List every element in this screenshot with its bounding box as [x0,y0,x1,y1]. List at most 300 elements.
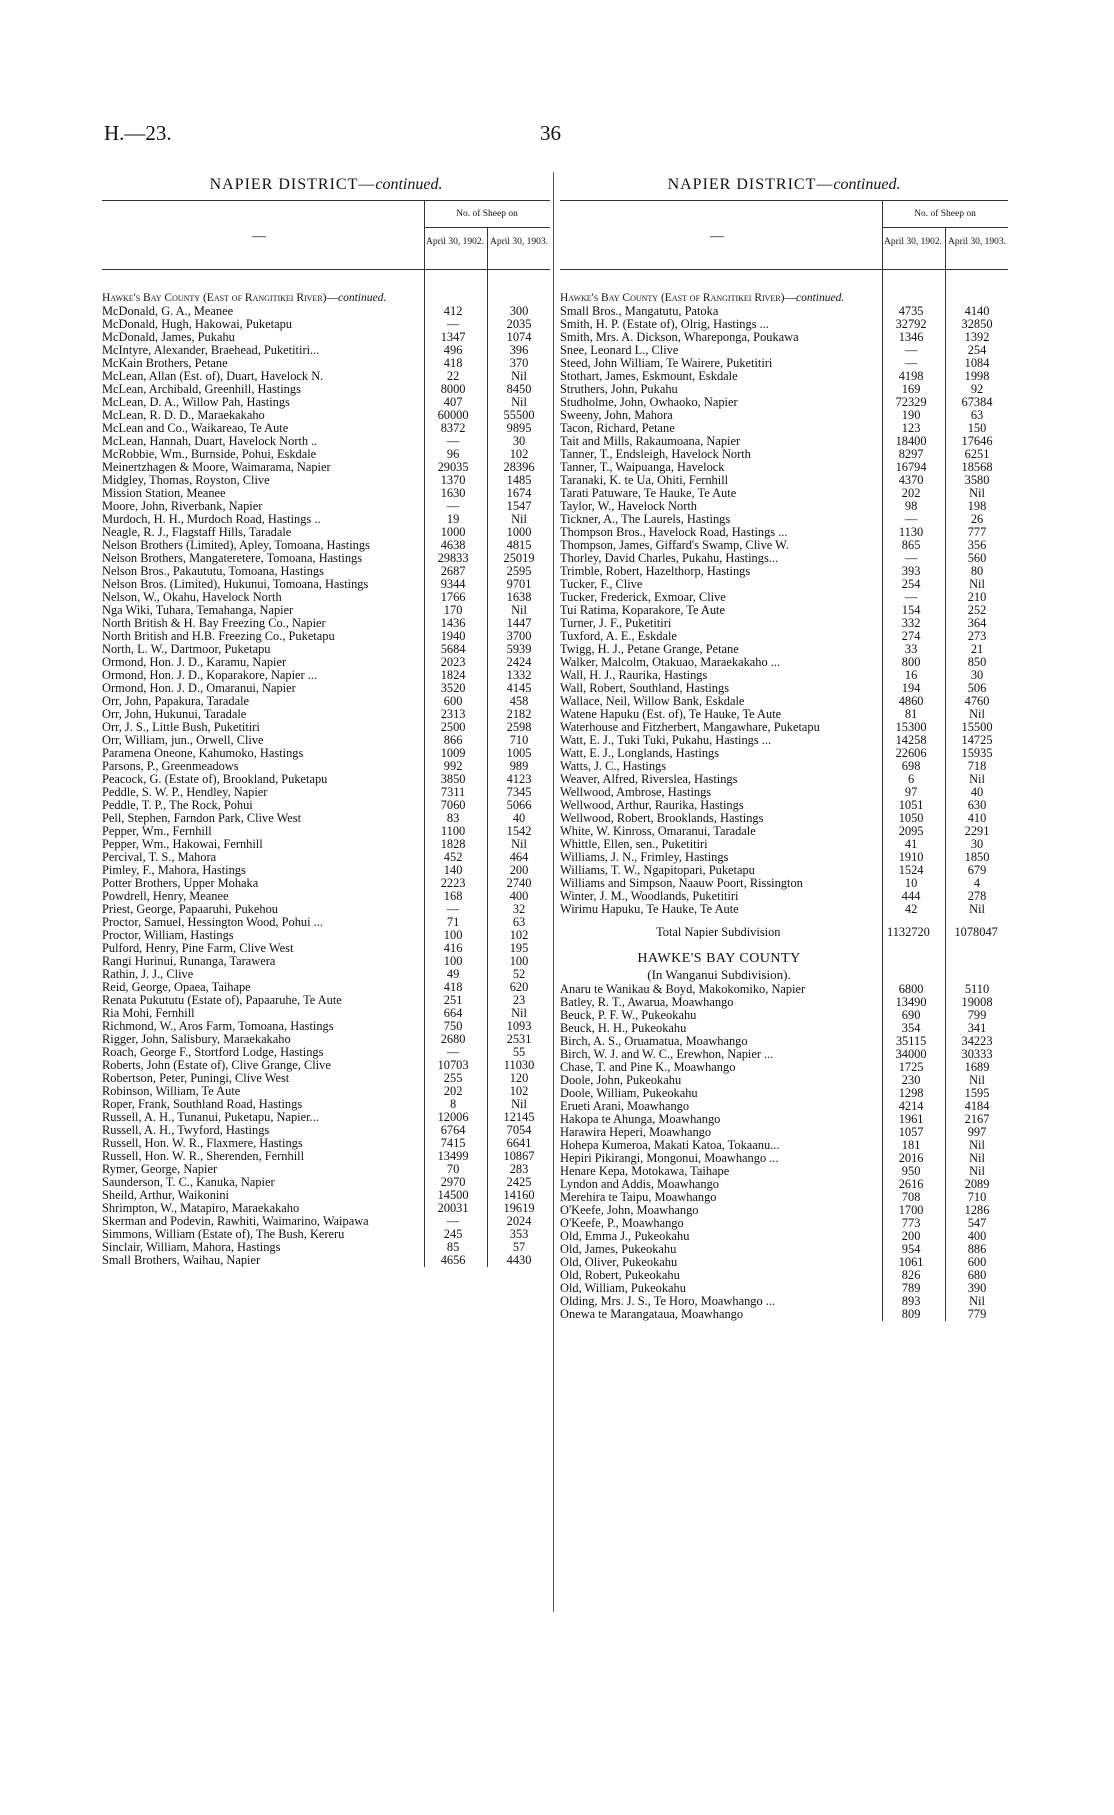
sheep-1903: 57 [512,1240,526,1254]
sheep-1902: 393 [901,564,921,578]
owner-name: Harawira Heperi, Moawhango [560,1126,712,1139]
sheep-1903: 364 [967,616,987,630]
owner-name: Mission Station, Meanee [102,487,226,500]
sheep-1903: Nil [969,1073,985,1087]
sheep-1902: 1050 [898,811,924,825]
sheep-1903: 2024 [506,1214,532,1228]
owner-name: Beuck, P. F. W., Pukeokahu [560,1009,697,1022]
table-row [102,305,550,318]
sheep-1903: 989 [509,759,529,773]
table-row [560,422,1008,435]
sheep-1903: 102 [509,928,529,942]
sheep-1903: 779 [967,1307,987,1321]
owner-name: Tanner, T., Endsleigh, Havelock North [560,448,751,461]
sheep-1902: 19 [446,512,460,526]
sheep-1903: Nil [969,707,985,721]
table-row [560,474,1008,487]
owner-name: Orr, John, Hukunui, Taradale [102,708,247,721]
sheep-1903: 17646 [961,434,993,448]
sheep-1903: Nil [969,1138,985,1152]
sheep-1903: 2740 [506,876,532,890]
owner-name: McIntyre, Alexander, Braehead, Puketitiri... [102,344,320,357]
sheep-1903: 5066 [506,798,532,812]
owner-name: Pulford, Henry, Pine Farm, Clive West [102,942,294,955]
owner-name: Thompson, James, Giffard's Swamp, Clive W. [560,539,789,552]
sheep-1903: Nil [511,1006,527,1020]
owner-name: Hepiri Pikirangi, Mongonui, Moawhango ... [560,1152,779,1165]
sheep-1902: 4860 [898,694,924,708]
table-row [102,448,550,461]
owner-name: Nelson Bros. (Limited), Hukunui, Tomoana, Hastings [102,578,369,591]
sheep-1903: 850 [967,655,987,669]
sheep-1902: 70 [446,1162,460,1176]
table-row [102,981,550,994]
table-row [102,318,550,331]
sheep-1903: 400 [509,889,529,903]
sheep-1902: 1051 [898,798,924,812]
sheep-1903: 2089 [964,1177,990,1191]
sheep-1902: 20031 [437,1201,469,1215]
table-row [560,1009,1008,1022]
sheep-1903: 680 [967,1268,987,1282]
sheep-1902: 866 [443,733,463,747]
owner-name: Pell, Stephen, Farndon Park, Clive West [102,812,302,825]
owner-name: Hakopa te Ahunga, Moawhango [560,1113,721,1126]
table-row [102,409,550,422]
owner-name: Tucker, Frederick, Exmoar, Clive [560,591,726,604]
sheep-1903: 63 [512,915,526,929]
sheep-1903: Nil [969,1294,985,1308]
owner-name: Stothart, James, Eskmount, Eskdale [560,370,738,383]
sheep-1902: 42 [904,902,918,916]
sheep-1903: Nil [511,603,527,617]
sheep-1902: 16794 [895,460,927,474]
table-row [102,1059,550,1072]
owner-name: Ormond, Hon. J. D., Karamu, Napier [102,656,287,669]
sheep-1902: 14500 [437,1188,469,1202]
owner-name: Shrimpton, W., Matapiro, Maraekakaho [102,1202,300,1215]
table-row [560,578,1008,591]
table-row [102,1124,550,1137]
table-row [560,513,1008,526]
sheep-1903: 1674 [506,486,532,500]
table-row [560,1256,1008,1269]
sheep-1902: 4198 [898,369,924,383]
column-divider [553,172,554,1612]
table-row [560,864,1008,877]
owner-name: Peddle, T. P., The Rock, Pohui [102,799,253,812]
sheep-1903: 1332 [506,668,532,682]
sheep-1903: 390 [967,1281,987,1295]
sheep-1902: 33 [904,642,918,656]
table-row [560,604,1008,617]
sheep-1903: 1392 [964,330,990,344]
sheep-1903: 547 [967,1216,987,1230]
table-row [560,1139,1008,1152]
header-sheep-label: No. of Sheep on [914,209,976,219]
sheep-1903: 1595 [964,1086,990,1100]
owner-name: McLean, R. D. D., Maraekakaho [102,409,265,422]
sheep-1903: 10867 [503,1149,535,1163]
sheep-1902: 826 [901,1268,921,1282]
owner-name: Walker, Malcolm, Otakuao, Maraekakaho ... [560,656,781,669]
sheep-1902: 1961 [898,1112,924,1126]
sheep-1903: 1850 [964,850,990,864]
table-row [102,539,550,552]
table-row [560,396,1008,409]
table-row [102,682,550,695]
table-row [560,305,1008,318]
sheep-1902: 1824 [440,668,466,682]
table-row [102,1137,550,1150]
sheep-1903: Nil [511,512,527,526]
table-row [102,1189,550,1202]
sheep-1902: 10 [904,876,918,890]
section-heading: Hawke's Bay County (East of Rangitikei River)—continued. [102,292,387,304]
table-row [560,734,1008,747]
table-row [560,500,1008,513]
sheep-1903: 710 [509,733,529,747]
sheep-1903: 6641 [506,1136,532,1150]
sheep-1902: — [446,1045,460,1059]
owner-name: Orr, John, Papakura, Taradale [102,695,250,708]
table-row [102,721,550,734]
sheep-1903: 1005 [506,746,532,760]
table-row [560,1282,1008,1295]
owner-name: Proctor, William, Hastings [102,929,234,942]
sheep-1902: 123 [901,421,921,435]
header-date-1902: April 30, 1902. [883,237,943,247]
sheep-1903: 997 [967,1125,987,1139]
sheep-1903: 195 [509,941,529,955]
owner-name: McKain Brothers, Petane [102,357,228,370]
owner-name: McDonald, Hugh, Hakowai, Puketapu [102,318,292,331]
sheep-1903: 30 [970,837,984,851]
sheep-1902: 15300 [895,720,927,734]
sheep-1902: 4370 [898,473,924,487]
owner-name: Sinclair, William, Mahora, Hastings [102,1241,281,1254]
sheep-1902: 600 [443,694,463,708]
table-row [102,1228,550,1241]
sheep-1903: 14725 [961,733,993,747]
owner-name: Moore, John, Riverbank, Napier [102,500,263,513]
sheep-1902: 2616 [898,1177,924,1191]
owner-name: Richmond, W., Aros Farm, Tomoana, Hastings [102,1020,334,1033]
sheep-1902: — [904,590,918,604]
sheep-1902: 1524 [898,863,924,877]
table-row [102,474,550,487]
table-row [560,1243,1008,1256]
sheep-1903: 15500 [961,720,993,734]
table-row [560,721,1008,734]
owner-name: Nelson Brothers (Limited), Apley, Tomoana, Hastings [102,539,370,552]
owner-name: Potter Brothers, Upper Mohaka [102,877,259,890]
sheep-1902: 100 [443,928,463,942]
table-row [560,1204,1008,1217]
sheep-1903: 2167 [964,1112,990,1126]
table-row [102,994,550,1007]
sheep-1902: 4735 [898,304,924,318]
table-row [560,1074,1008,1087]
owner-name: Russell, A. H., Tunanui, Puketapu, Napier... [102,1111,319,1124]
sheep-1902: 992 [443,759,463,773]
table-row [560,643,1008,656]
sheep-1903: Nil [511,1097,527,1111]
table-row [102,734,550,747]
sheep-1902: 202 [443,1084,463,1098]
owner-name: Old, William, Pukeokahu [560,1282,686,1295]
owner-name: Tickner, A., The Laurels, Hastings [560,513,731,526]
sheep-1903: 1689 [964,1060,990,1074]
sheep-1902: 1346 [898,330,924,344]
table-row [102,578,550,591]
table-row [560,695,1008,708]
sheep-1903: 7345 [506,785,532,799]
sheep-1903: 19008 [961,995,993,1009]
sheep-1903: 67384 [961,395,993,409]
sheep-1903: 2531 [506,1032,532,1046]
sheep-1902: 496 [443,343,463,357]
sheep-1902: 97 [904,785,918,799]
sheep-1903: 2182 [506,707,532,721]
total-label: Total Napier Subdivision [656,926,781,939]
sheep-1902: 412 [443,304,463,318]
owner-name: Merehira te Taipu, Moawhango [560,1191,717,1204]
sheep-1902: 773 [901,1216,921,1230]
table-row [102,903,550,916]
sheep-1903: 254 [967,343,987,357]
table-row [560,617,1008,630]
sheep-1903: 30333 [961,1047,993,1061]
table-row [560,1178,1008,1191]
sheep-1902: 14258 [895,733,927,747]
sheep-1903: 8450 [506,382,532,396]
owner-name: McLean, Allan (Est. of), Duart, Havelock N. [102,370,324,383]
table-row [102,812,550,825]
table-row [560,591,1008,604]
owner-name: Pimley, F., Mahora, Hastings [102,864,246,877]
table-row [102,1163,550,1176]
sheep-1903: 80 [970,564,984,578]
sheep-1902: 2687 [440,564,466,578]
owner-name: Taylor, W., Havelock North [560,500,697,513]
sheep-1903: 6251 [964,447,990,461]
owner-name: Wellwood, Arthur, Raurika, Hastings [560,799,744,812]
sheep-1902: 251 [443,993,463,1007]
sheep-1903: Nil [969,577,985,591]
header-date-1903: April 30, 1903. [947,237,1007,247]
table-row [102,487,550,500]
table-row [102,591,550,604]
sheep-1902: 34000 [895,1047,927,1061]
owner-name: Olding, Mrs. J. S., Te Horo, Moawhango ... [560,1295,776,1308]
table-row [102,669,550,682]
owner-name: Wirimu Hapuku, Te Hauke, Te Aute [560,903,739,916]
sheep-1902: — [446,1214,460,1228]
sheep-1903: 34223 [961,1034,993,1048]
owner-name: Orr, William, jun., Orwell, Clive [102,734,264,747]
table-row [102,617,550,630]
table-row [102,1007,550,1020]
sheep-1902: 85 [446,1240,460,1254]
table-row [560,1191,1008,1204]
sheep-1903: 4815 [506,538,532,552]
sheep-1903: 400 [967,1229,987,1243]
sheep-1903: 1998 [964,369,990,383]
table-row [102,877,550,890]
document-reference: H.—23. [104,121,172,145]
table-row [102,1176,550,1189]
table-row [102,1215,550,1228]
table-row [102,344,550,357]
table-row [102,695,550,708]
owner-name: Doole, John, Pukeokahu [560,1074,682,1087]
sheep-1902: — [446,434,460,448]
sheep-1902: — [446,902,460,916]
sheep-1902: 7060 [440,798,466,812]
sheep-1902: 255 [443,1071,463,1085]
table-row [102,851,550,864]
owner-name: O'Keefe, P., Moawhango [560,1217,684,1230]
sheep-1903: 1638 [506,590,532,604]
owner-name: Ormond, Hon. J. D., Koparakore, Napier ... [102,669,318,682]
county-subheading: (In Wanganui Subdivision). [647,967,791,982]
sheep-1903: 273 [967,629,987,643]
owner-name: Williams, J. N., Frimley, Hastings [560,851,729,864]
table-row [560,890,1008,903]
sheep-1902: 2313 [440,707,466,721]
sheep-1903: 23 [512,993,526,1007]
table-row [102,565,550,578]
sheep-1903: 396 [509,343,529,357]
sheep-1902: 60000 [437,408,469,422]
sheep-1902: 4656 [440,1253,466,1267]
sheep-1903: 9701 [506,577,532,591]
sheep-1902: 8297 [898,447,924,461]
sheep-1902: — [904,356,918,370]
table-row [102,1098,550,1111]
sheep-1902: 8372 [440,421,466,435]
table-row [560,1100,1008,1113]
sheep-1902: 230 [901,1073,921,1087]
owner-name: Wallace, Neil, Willow Bank, Eskdale [560,695,745,708]
table-row [560,552,1008,565]
owner-name: Rangi Hurinui, Runanga, Tarawera [102,955,276,968]
sheep-1902: 1828 [440,837,466,851]
owner-name: McRobbie, Wm., Burnside, Pohui, Eskdale [102,448,317,461]
sheep-1903: 283 [509,1162,529,1176]
table-row [560,1035,1008,1048]
owner-name: McDonald, G. A., Meanee [102,305,234,318]
table-row [102,747,550,760]
sheep-1903: 32850 [961,317,993,331]
owner-name: Wall, Robert, Southland, Hastings [560,682,730,695]
table-row [560,565,1008,578]
sheep-1903: 1447 [506,616,532,630]
sheep-1902: 7311 [440,785,466,799]
table-row [560,682,1008,695]
sheep-1903: 1547 [506,499,532,513]
table-row [560,1087,1008,1100]
sheep-1903: 710 [967,1190,987,1204]
sheep-1902: 2970 [440,1175,466,1189]
table-row [560,1295,1008,1308]
table-row [102,838,550,851]
owner-name: Robertson, Peter, Puningi, Clive West [102,1072,290,1085]
sheep-1902: 168 [443,889,463,903]
owner-name: Snee, Leonard L., Clive [560,344,679,357]
sheep-1903: 1542 [506,824,532,838]
sheep-1902: 444 [901,889,921,903]
table-row [560,983,1008,996]
sheep-1902: 7415 [440,1136,466,1150]
table-row [102,1046,550,1059]
header-dash: — [252,229,266,244]
owner-name: McLean, D. A., Willow Pah, Hastings [102,396,290,409]
table-row [560,1061,1008,1074]
sheep-1903: 12145 [503,1110,535,1124]
table-row [560,656,1008,669]
sheep-1903: 4184 [964,1099,990,1113]
right-table-body [560,270,1008,1321]
table-row [560,903,1008,916]
sheep-1903: 3580 [964,473,990,487]
owner-name: Anaru te Wanikau & Boyd, Makokomiko, Napier [560,983,806,996]
owner-name: Sweeny, John, Mahora [560,409,673,422]
table-row [560,487,1008,500]
owner-name: Saunderson, T. C., Kanuka, Napier [102,1176,275,1189]
sheep-1903: 777 [967,525,987,539]
sheep-1902: 35115 [895,1034,927,1048]
sheep-1902: 32792 [895,317,927,331]
table-row [102,357,550,370]
table-row [102,1241,550,1254]
sheep-1902: 8 [449,1097,457,1111]
owner-name: Tanner, T., Waipuanga, Havelock [560,461,725,474]
sheep-1902: 22606 [895,746,927,760]
owner-name: Waterhouse and Fitzherbert, Mangawhare, Puketapu [560,721,820,734]
owner-name: Nelson, W., Okahu, Havelock North [102,591,282,604]
sheep-1903: 1074 [506,330,532,344]
sheep-1903: 506 [967,681,987,695]
sheep-1903: 458 [509,694,529,708]
sheep-1903: 200 [509,863,529,877]
owner-name: Wellwood, Ambrose, Hastings [560,786,712,799]
sheep-1903: 3700 [506,629,532,643]
table-row [102,890,550,903]
sheep-1903: 100 [509,954,529,968]
sheep-1903: 210 [967,590,987,604]
sheep-1902: 140 [443,863,463,877]
owner-name: Russell, Hon. W. R., Sherenden, Fernhill [102,1150,305,1163]
owner-name: Tait and Mills, Rakaumoana, Napier [560,435,741,448]
table-row [560,1230,1008,1243]
sheep-1902: 194 [901,681,921,695]
owner-name: Tarati Patuware, Te Hauke, Te Aute [560,487,737,500]
table-row [560,708,1008,721]
table-row [102,773,550,786]
table-row [560,461,1008,474]
table-row [102,552,550,565]
sheep-1902: 4214 [898,1099,924,1113]
sheep-1903: 28396 [503,460,535,474]
table-row [102,708,550,721]
owner-name: Small Bros., Mangatutu, Patoka [560,305,719,318]
header-sheep-label: No. of Sheep on [456,209,518,219]
owner-name: Struthers, John, Pukahu [560,383,678,396]
owner-name: Murdoch, H. H., Murdoch Road, Hastings .. [102,513,321,526]
owner-name: Lyndon and Addis, Moawhango [560,1178,720,1191]
